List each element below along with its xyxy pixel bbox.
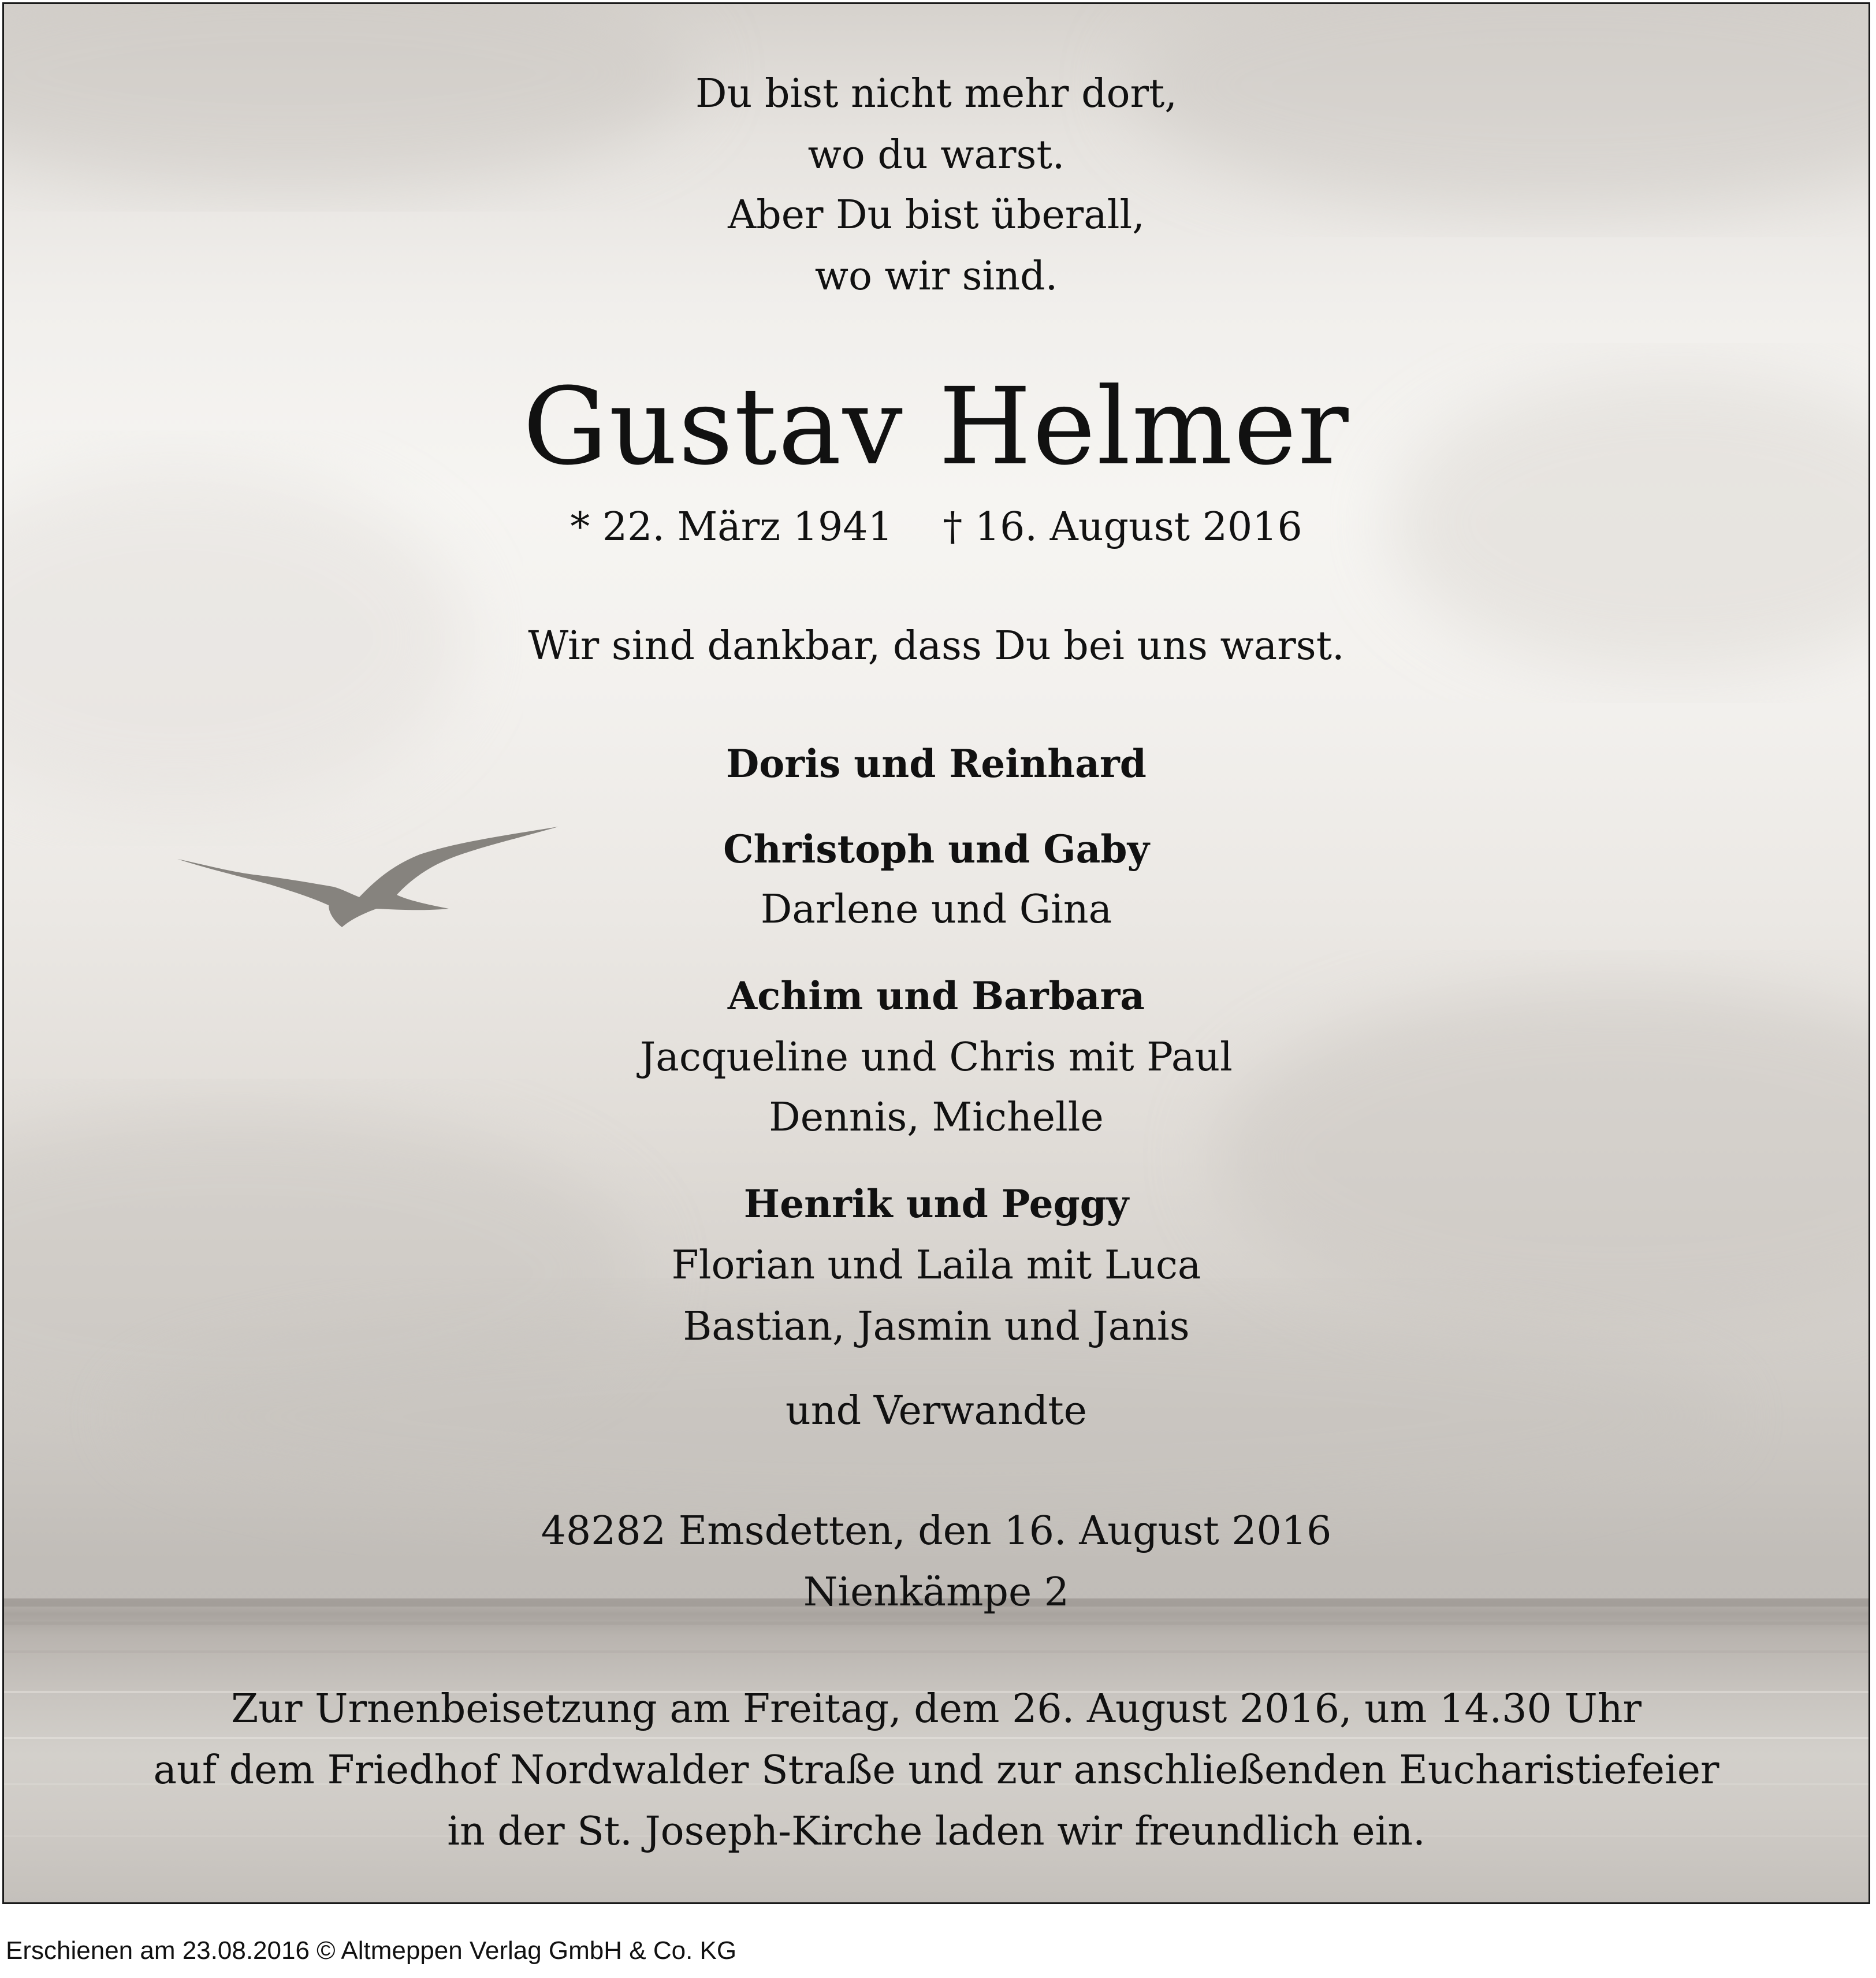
poem-line: Du bist nicht mehr dort, — [695, 71, 1177, 117]
gratitude-line: Wir sind dankbar, dass Du bei uns warst. — [528, 623, 1345, 669]
mourner-group-heading: Doris und Reinhard — [726, 741, 1147, 786]
place-date: 48282 Emsdetten, den 16. August 2016 — [541, 1508, 1332, 1554]
relatives-line: und Verwandte — [786, 1388, 1087, 1434]
street-address: Nienkämpe 2 — [803, 1570, 1070, 1615]
poem-line: wo du warst. — [807, 132, 1065, 178]
mourner-line: Dennis, Michelle — [769, 1095, 1104, 1140]
publication-footer: Erschienen am 23.08.2016 © Altmeppen Verlag GmbH & Co. KG — [6, 1936, 737, 1965]
mourner-line: Darlene und Gina — [760, 887, 1112, 932]
invitation-line: Zur Urnenbeisetzung am Freitag, dem 26. August 2016, um 14.30 Uhr — [230, 1686, 1642, 1732]
deceased-name: Gustav Helmer — [523, 365, 1350, 489]
poem-line: wo wir sind. — [814, 254, 1058, 299]
mourner-line: Florian und Laila mit Luca — [671, 1243, 1201, 1288]
life-dates: * 22. März 1941 † 16. August 2016 — [570, 504, 1302, 550]
mourner-group-heading: Henrik und Peggy — [743, 1181, 1129, 1226]
invitation-line: in der St. Joseph-Kirche laden wir freundlich ein. — [447, 1809, 1425, 1854]
mourner-group-heading: Christoph und Gaby — [723, 827, 1149, 872]
poem-line: Aber Du bist überall, — [728, 192, 1145, 238]
mourner-line: Bastian, Jasmin und Janis — [683, 1304, 1190, 1349]
mourner-line: Jacqueline und Chris mit Paul — [640, 1035, 1233, 1080]
mourner-group-heading: Achim und Barbara — [727, 973, 1145, 1018]
invitation-line: auf dem Friedhof Nordwalder Straße und zur anschließenden Eucharistiefeier — [153, 1748, 1719, 1793]
obituary-notice — [2, 2, 1870, 1904]
